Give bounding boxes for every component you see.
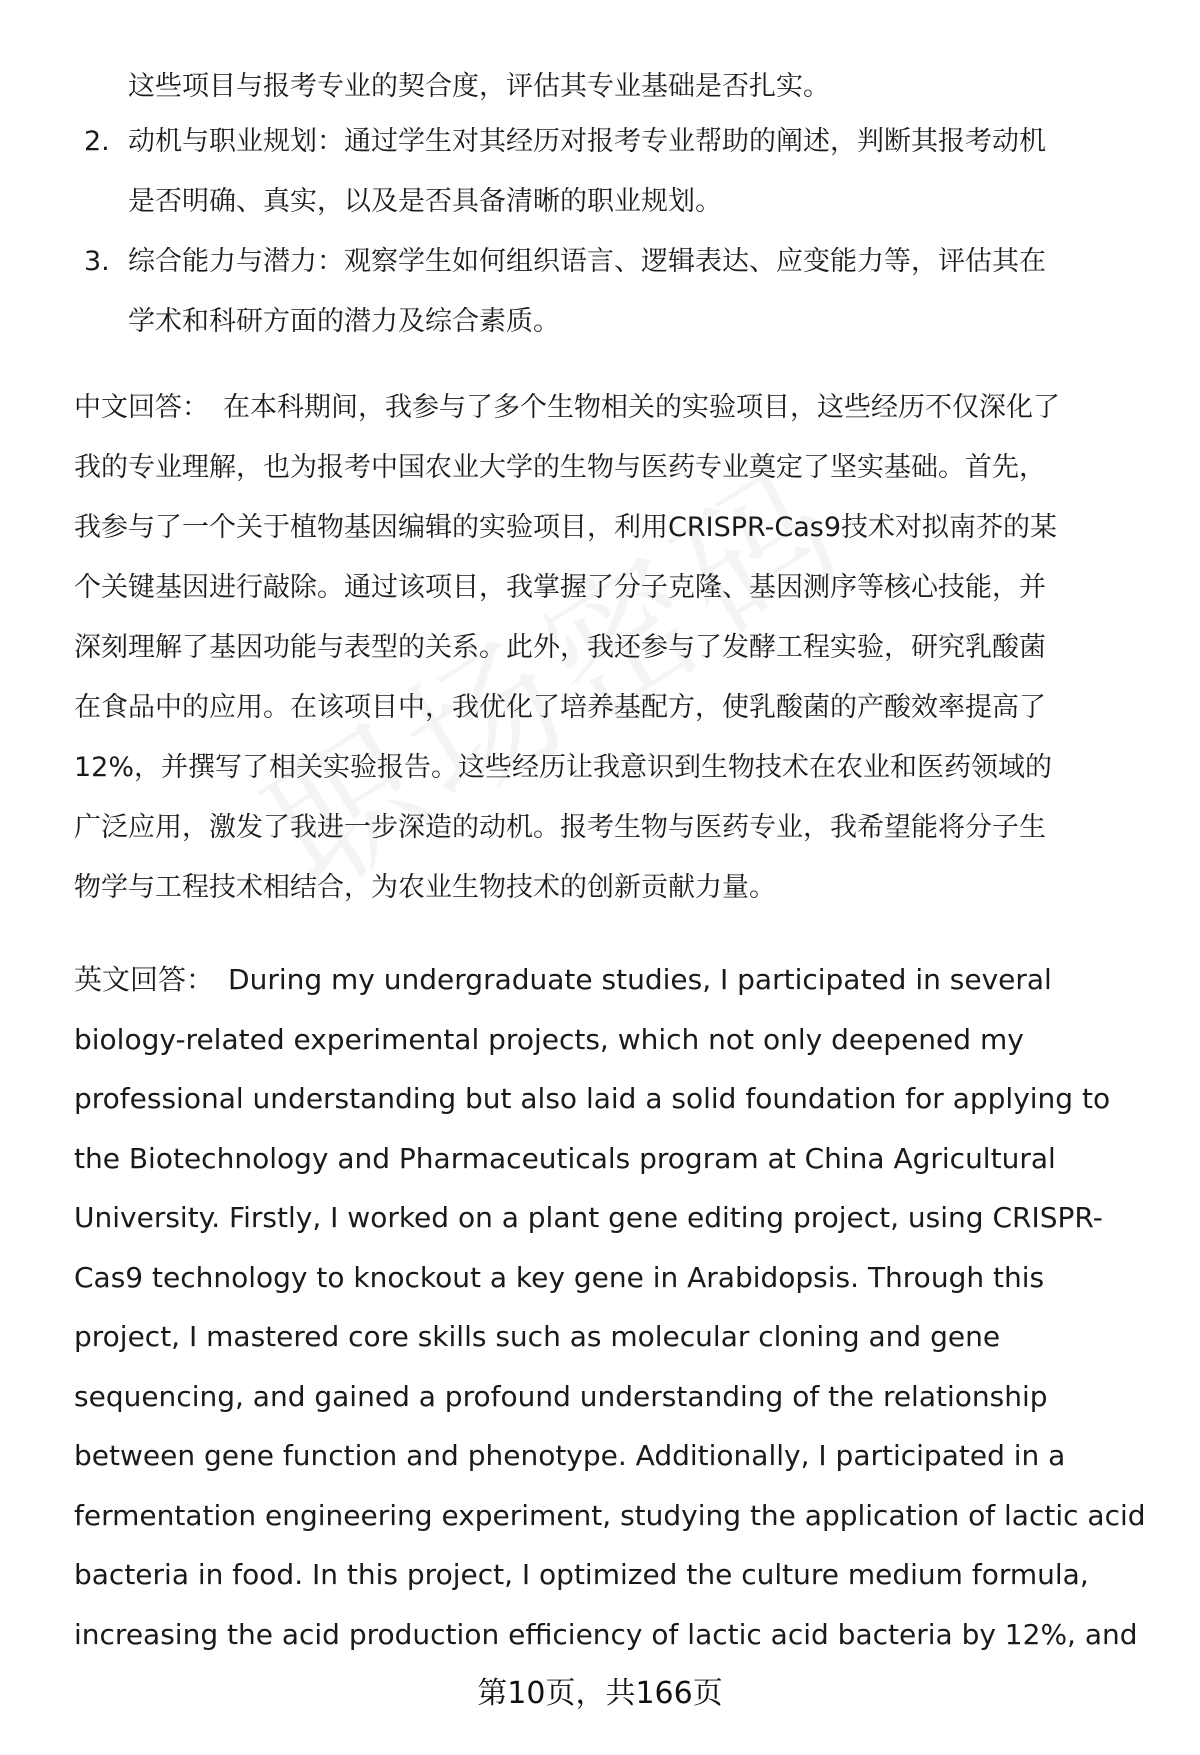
page-number: 第10页，共166页: [477, 1676, 723, 1711]
text-line: 是否明确、真实，以及是否具备清晰的职业规划。: [128, 186, 722, 217]
list-item-text: [128, 112, 1158, 232]
text-line: 我参与了一个关于植物基因编辑的实验项目，利用CRISPR-Cas9技术对拟南芥的某: [74, 512, 1058, 543]
text-line: project, I mastered core skills such as molecular cloning and gene: [74, 1320, 1001, 1353]
text-line: 物学与工程技术相结合，为农业生物技术的创新贡献力量。: [74, 872, 776, 903]
list-item-text: [128, 232, 1158, 352]
text-line: Cas9 technology to knockout a key gene in Arabidopsis. Through this: [74, 1260, 1045, 1294]
text-line: 深刻理解了基因功能与表型的关系。此外，我还参与了发酵工程实验，研究乳酸菌: [74, 632, 1046, 663]
chinese-answer: [74, 378, 1164, 918]
text-line: bacteria in food. In this project, I optimized the culture medium formula,: [74, 1558, 1089, 1591]
text-line: biology-related experimental projects, which not only deepened my: [74, 1022, 1024, 1056]
text-line: 中文回答： 在本科期间，我参与了多个生物相关的实验项目，这些经历不仅深化了: [74, 392, 1060, 423]
text-line: 英文回答： During my undergraduate studies, I participated in several: [74, 963, 1052, 996]
text-line: 学术和科研方面的潜力及综合素质。: [128, 306, 560, 337]
text-line: 我的专业理解，也为报考中国农业大学的生物与医药专业奠定了坚实基础。首先，: [74, 452, 1046, 483]
text-line: 在食品中的应用。在该项目中，我优化了培养基配方，使乳酸菌的产酸效率提高了: [74, 692, 1046, 723]
text-line: fermentation engineering experiment, studying the application of lactic acid: [74, 1498, 1146, 1532]
text-line: the Biotechnology and Pharmaceuticals program at China Agricultural: [74, 1141, 1056, 1175]
list-number: 2.: [84, 126, 110, 157]
english-answer: [74, 950, 1164, 1664]
answer-label: 中文回答：: [74, 392, 209, 423]
text-line: 广泛应用，激发了我进一步深造的动机。报考生物与医药专业，我希望能将分子生: [74, 812, 1046, 843]
text-line: 动机与职业规划：通过学生对其经历对报考专业帮助的阐述，判断其报考动机: [128, 126, 1046, 157]
text-line: sequencing, and gained a profound understanding of the relationship: [74, 1379, 1048, 1413]
answer-label: 英文回答：: [74, 963, 215, 996]
text-line: professional understanding but also laid a solid foundation for applying to: [74, 1082, 1111, 1115]
text-line: 综合能力与潜力：观察学生如何组织语言、逻辑表达、应变能力等，评估其在: [128, 246, 1046, 277]
text-line: 个关键基因进行敲除。通过该项目，我掌握了分子克隆、基因测序等核心技能，并: [74, 572, 1046, 603]
list-number: 3.: [84, 246, 110, 277]
text-line: University. Firstly, I worked on a plant gene editing project, using CRISPR-: [74, 1201, 1103, 1234]
list-item-1-continuation: 这些项目与报考专业的契合度，评估其专业基础是否扎实。: [128, 71, 830, 102]
text-line: between gene function and phenotype. Additionally, I participated in a: [74, 1439, 1066, 1472]
text-line: 12%，并撰写了相关实验报告。这些经历让我意识到生物技术在农业和医药领域的: [74, 752, 1053, 783]
text-line: increasing the acid production efficiency of lactic acid bacteria by 12%, and: [74, 1617, 1138, 1651]
